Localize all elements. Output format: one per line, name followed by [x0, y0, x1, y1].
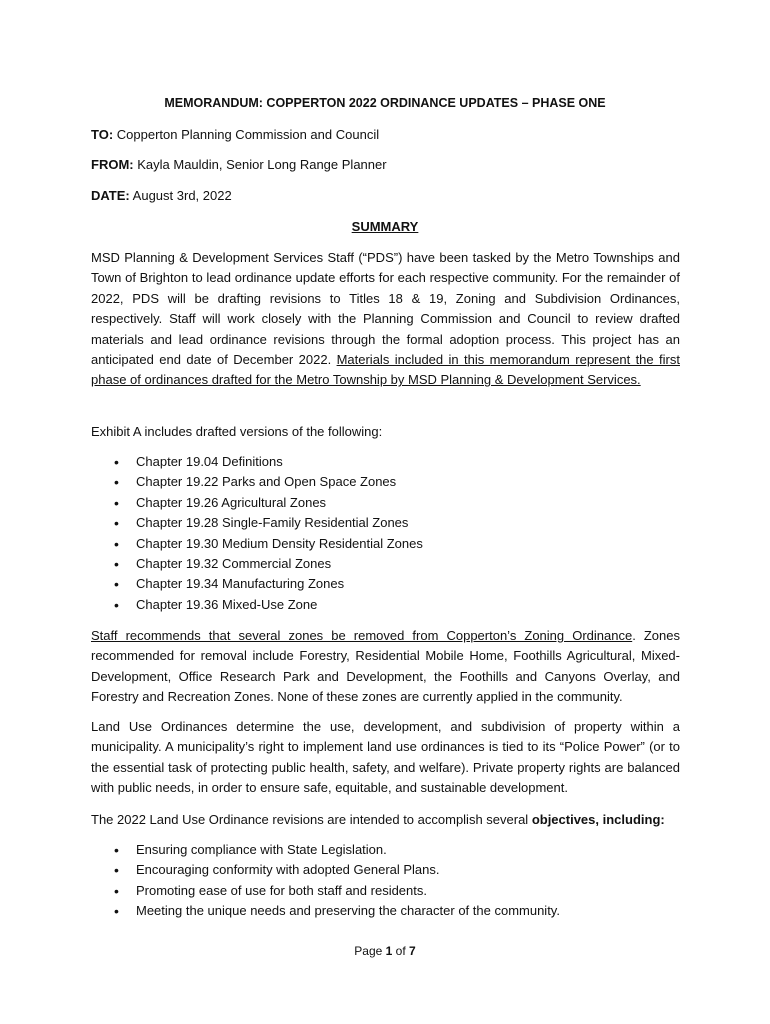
date-line — [91, 188, 232, 203]
summary-underlined-text: Materials included in this memorandum represent the first phase of ordinances drafted for the Metro Township by MSD Planning & Development Services. — [91, 352, 680, 388]
zones-removal-paragraph — [91, 626, 680, 708]
from-value: Kayla Mauldin, Senior Long Range Planner — [137, 157, 387, 172]
exhibit-intro: Exhibit A includes drafted versions of the following: — [91, 424, 383, 439]
objective-list-item: • Meeting the unique needs and preserving the character of the community. — [91, 901, 560, 921]
to-line — [91, 127, 379, 142]
objectives-intro-bold: objectives, including: — [531, 812, 665, 827]
chapter-list-item: • Chapter 19.36 Mixed-Use Zone — [91, 595, 423, 615]
objective-list-item: • Ensuring compliance with State Legislation. — [91, 840, 560, 860]
objectives-intro-text: The 2022 Land Use Ordinance revisions are intended to accomplish several — [91, 812, 532, 827]
page-footer — [0, 944, 770, 958]
page-of-word: of — [395, 944, 406, 958]
chapter-list-item: • Chapter 19.26 Agricultural Zones — [91, 493, 423, 513]
objective-list-item: • Promoting ease of use for both staff and residents. — [91, 881, 560, 901]
from-label: FROM: — [91, 157, 134, 172]
to-label: TO: — [91, 127, 114, 142]
date-value: August 3rd, 2022 — [132, 188, 232, 203]
summary-heading: SUMMARY — [351, 219, 419, 234]
page-total: 7 — [409, 944, 416, 958]
summary-text: MSD Planning & Development Services Staff (“PDS”) have been tasked by the Metro Townships and Town of Brighton to lead ordinance update efforts for each respective community. For the remainder of 2022, PDS will be drafting revisions to Titles 18 & 19, Zoning and Subdivision Ordinances, respectively. Staff will work closely with the Planning Commission and Council to review drafted materials and lead ordinance revisions through the formal adoption process. This project has an anticipated end date of December 2022. — [91, 250, 680, 368]
land-use-paragraph: Land Use Ordinances determine the use, development, and subdivision of property within a municipality. A municipality’s right to implement land use ordinances is tied to its “Police Power” (or to the essential task of protecting public health, safety, and welfare). Private property rights are balanced with public needs, in order to ensure safe, equitable, and sustainable development. — [91, 719, 680, 796]
page-word: Page — [354, 944, 383, 958]
page-current: 1 — [385, 944, 393, 958]
chapter-list-item: • Chapter 19.32 Commercial Zones — [91, 554, 423, 574]
chapter-list-item: • Chapter 19.28 Single-Family Residential Zones — [91, 513, 423, 533]
memo-title: MEMORANDUM: COPPERTON 2022 ORDINANCE UPDATES – PHASE ONE — [164, 96, 606, 110]
chapter-list-item: • Chapter 19.22 Parks and Open Space Zones — [91, 472, 423, 492]
date-label: DATE: — [91, 188, 130, 203]
zones-underlined-text: Staff recommends that several zones be removed from Copperton’s Zoning Ordinance — [91, 628, 633, 643]
to-value: Copperton Planning Commission and Council — [116, 127, 380, 142]
objective-list-item: • Encouraging conformity with adopted General Plans. — [91, 860, 560, 880]
chapter-list-item: • Chapter 19.34 Manufacturing Zones — [91, 574, 423, 594]
objectives-intro — [91, 810, 680, 830]
zones-text: . Zones recommended for removal include Forestry, Residential Mobile Home, Foothills Agricultural, Mixed-Development, Office Research Park and Development, the Foothills and Canyons Overlay, and Forestry and Recreation Zones. None of these zones are currently applied in the community. — [91, 628, 680, 705]
objective-list — [91, 840, 560, 922]
summary-paragraph — [91, 248, 680, 391]
chapter-list — [91, 452, 423, 615]
chapter-list-item: • Chapter 19.04 Definitions — [91, 452, 423, 472]
from-line — [91, 157, 387, 172]
chapter-list-item: • Chapter 19.30 Medium Density Residential Zones — [91, 534, 423, 554]
